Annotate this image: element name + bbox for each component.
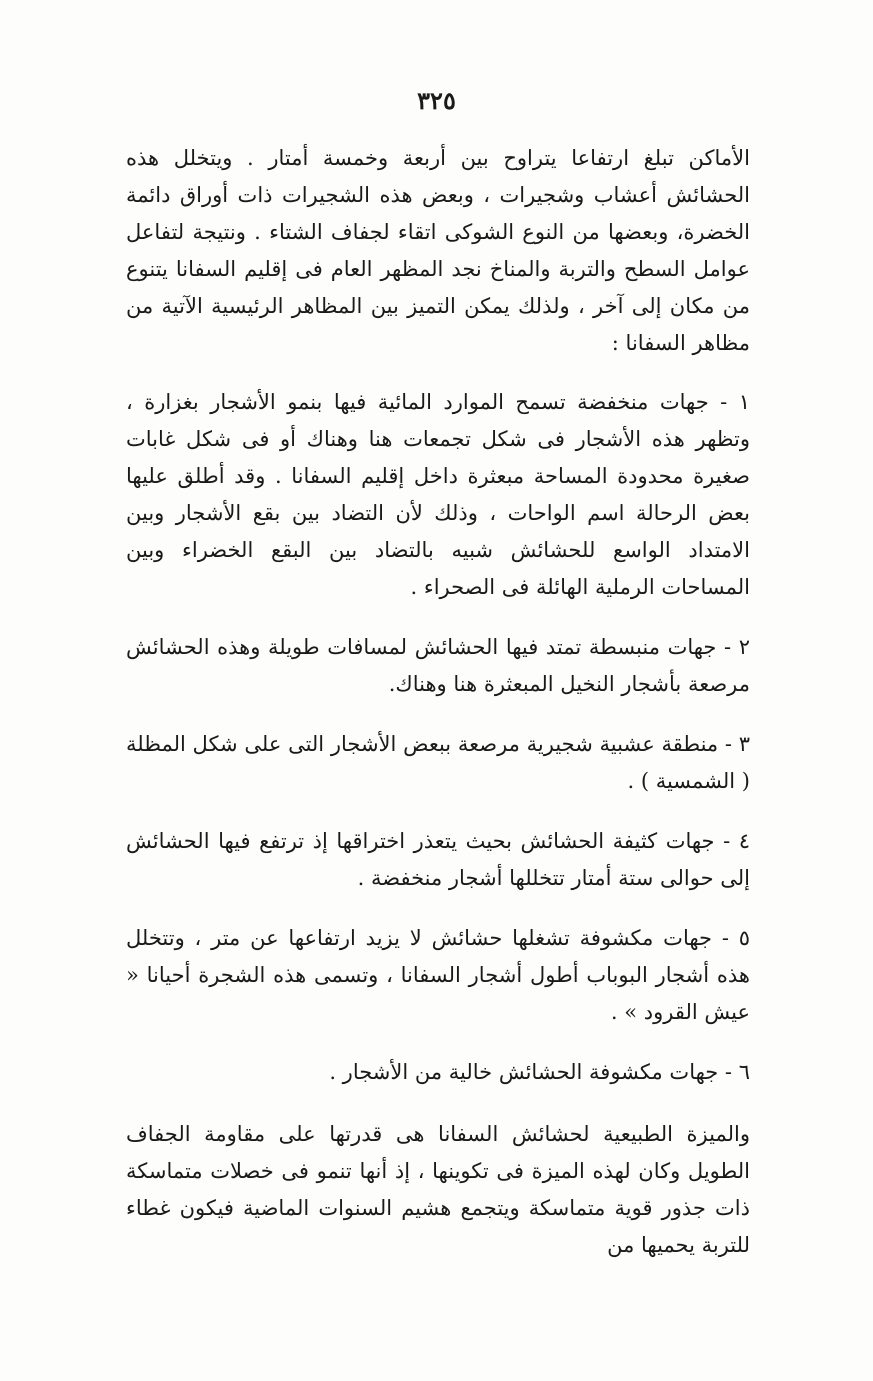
intro-paragraph: الأماكن تبلغ ارتفاعا يتراوح بين أربعة وخمسة أمتار . ويتخلل هذه الحشائش أعشاب وشجيرات ، وبعض هذه الشجيرات ذات أوراق دائمة الخضرة، وبعضها من النوع الشوكى اتقاء لجفاف الشتاء . ونتيجة لتفاعل عوامل السطح والتربة والمناخ نجد المظهر العام فى إقليم السفانا يتنوع من مكان إلى آخر ، ولذلك يمكن التميز بين المظاهر الرئيسية الآتية من مظاهر السفانا :	[126, 146, 750, 355]
list-item-2: ٢ - جهات منبسطة تمتد فيها الحشائش لمسافات طويلة وهذه الحشائش مرصعة بأشجار النخيل المبعثرة هنا وهناك.	[126, 635, 750, 696]
list-item-5: ٥ - جهات مكشوفة تشغلها حشائش لا يزيد ارتفاعها عن متر ، وتتخلل هذه أشجار البوباب أطول أشجار السفانا ، وتسمى هذه الشجرة أحيانا « عيش القرود » .	[126, 926, 750, 1024]
list-item-1: ١ - جهات منخفضة تسمح الموارد المائية فيها بنمو الأشجار بغزارة ، وتظهر هذه الأشجار فى شكل تجمعات هنا وهناك أو فى شكل غابات صغيرة محدودة المساحة مبعثرة داخل إقليم السفانا . وقد أطلق عليها بعض الرحالة اسم الواحات ، وذلك لأن التضاد بين بقع الأشجار وبين الامتداد الواسع للحشائش شبيه بالتضاد بين البقع الخضراء وبين المساحات الرملية الهائلة فى الصحراء .	[126, 390, 750, 599]
list-item-4: ٤ - جهات كثيفة الحشائش بحيث يتعذر اختراقها إذ ترتفع فيها الحشائش إلى حوالى ستة أمتار تتخللها أشجار منخفضة .	[126, 829, 750, 890]
page-body	[126, 140, 750, 1264]
list-item-3: ٣ - منطقة عشبية شجيرية مرصعة ببعض الأشجار التى على شكل المظلة ( الشمسية ) .	[126, 732, 750, 793]
page-number: ٣٢٥	[417, 86, 456, 115]
closing-paragraph: والميزة الطبيعية لحشائش السفانا هى قدرتها على مقاومة الجفاف الطويل وكان لهذه الميزة فى تكوينها ، إذ أنها تنمو فى خصلات متماسكة ذات جذور قوية متماسكة ويتجمع هشيم السنوات الماضية فيكون غطاء للتربة يحميها من	[126, 1122, 750, 1257]
list-item-6: ٦ - جهات مكشوفة الحشائش خالية من الأشجار .	[329, 1060, 750, 1084]
